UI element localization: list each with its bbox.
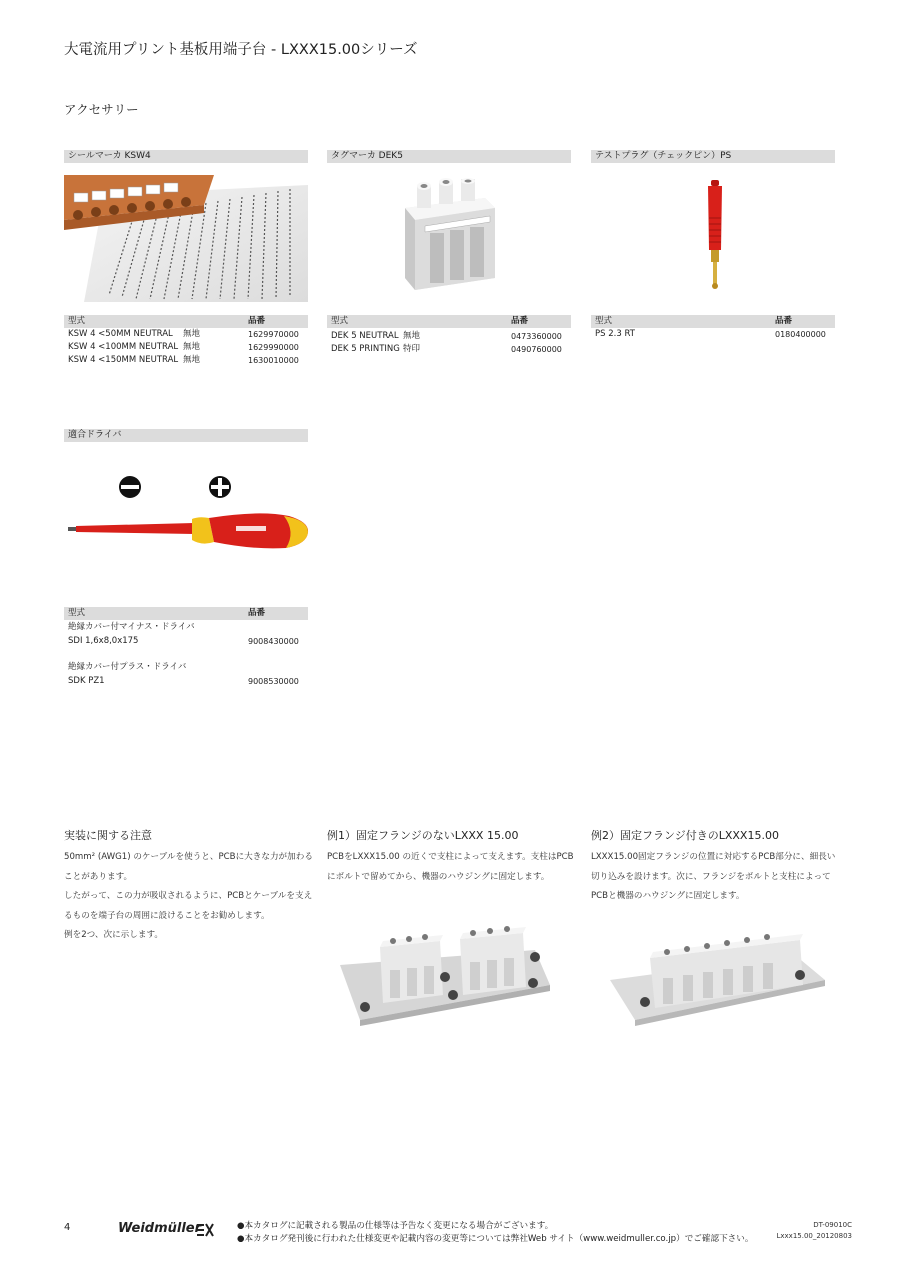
table-row: DEK 5 NEUTRAL 無地 0473360000 — [331, 331, 562, 341]
notes-title: 実装に関する注意 — [64, 829, 152, 842]
example1-image — [335, 925, 555, 1030]
table-row: KSW 4 <50MM NEUTRAL 無地 1629970000 — [68, 329, 299, 339]
example1-title: 例1）固定フランジのないLXXX 15.00 — [327, 829, 519, 842]
example1-paragraph: PCBをLXXX15.00 の近くで支柱によって支えます。支柱はPCB にボルトで留めてから、機器のハウジングに固定します。 — [327, 852, 574, 882]
drivers-table-header — [64, 607, 308, 620]
section-title: アクセサリー — [64, 102, 139, 117]
ps-test-plug-image — [700, 178, 730, 293]
col-type-label: 型式 — [331, 316, 349, 326]
col-number-label: 品番 — [775, 316, 793, 326]
col-type-label: 型式 — [68, 608, 86, 618]
dek5-table-header — [327, 315, 571, 328]
ksw4-table-header — [64, 315, 308, 328]
accessory-header-ps: テストプラグ（チェックピン）PS — [591, 150, 835, 163]
table-row: KSW 4 <100MM NEUTRAL 無地 1629990000 — [68, 342, 299, 352]
notes-paragraph: 50mm² (AWG1) のケーブルを使うと、PCBに大きな力が加わる ことがあります。 したがって、この力が吸収されるように、PCBとケーブルを支え るものを端子台の周囲に設けることをお勧めします。 例を2つ、次に示します。 — [64, 852, 313, 940]
example2-paragraph: LXXX15.00固定フランジの位置に対応するPCB部分に、細長い 切り込みを設けます。次に、フランジをボルトと支柱によって PCBと機器のハウジングに固定します。 — [591, 852, 836, 901]
weidmuller-logo: Weidmüller — [118, 1221, 202, 1236]
col-type-label: 型式 — [68, 316, 86, 326]
accessory-header-dek5: タグマーカ DEK5 — [327, 150, 571, 163]
col-number-label: 品番 — [511, 316, 529, 326]
footer-notes: ●本カタログに記載される製品の仕様等は予告なく変更になる場合がございます。 ●本カタログ発刊後に行われた仕様変更や記載内容の変更等については弊社Web サイト（www.weidmuller.co.jp）でご確認下さい。 — [237, 1221, 754, 1244]
table-row: PS 2.3 RT 0180400000 — [595, 329, 826, 339]
phillips-icon — [209, 476, 231, 498]
screwdriver-image — [64, 470, 314, 570]
ps-table-header — [591, 315, 835, 328]
doc-code: DT-09010C Lxxx15.00_20120803 — [776, 1221, 852, 1240]
col-number-label: 品番 — [248, 316, 266, 326]
table-row: SDI 1,6x8,0x175 9008430000 — [68, 636, 299, 646]
drivers-header: 適合ドライバ — [64, 429, 308, 442]
weidmuller-logo-icon — [196, 1222, 214, 1241]
example2-image — [605, 930, 830, 1030]
table-row: 絶縁カバー付マイナス・ドライバ — [68, 622, 195, 632]
page-title: 大電流用プリント基板用端子台 - LXXX15.00シリーズ — [64, 42, 418, 58]
table-row: DEK 5 PRINTING 特印 0490760000 — [331, 344, 562, 354]
slotted-icon — [119, 476, 141, 498]
accessory-header-ksw4: シールマーカ KSW4 — [64, 150, 308, 163]
table-row: SDK PZ1 9008530000 — [68, 676, 299, 686]
col-type-label: 型式 — [595, 316, 613, 326]
col-number-label: 品番 — [248, 608, 266, 618]
table-row: 絶縁カバー付プラス・ドライバ — [68, 662, 187, 672]
page-number: 4 — [64, 1222, 71, 1233]
ksw4-marker-image — [64, 175, 308, 302]
example2-title: 例2）固定フランジ付きのLXXX15.00 — [591, 829, 779, 842]
dek5-tag-marker-image — [395, 178, 505, 296]
table-row: KSW 4 <150MM NEUTRAL 無地 1630010000 — [68, 355, 299, 365]
